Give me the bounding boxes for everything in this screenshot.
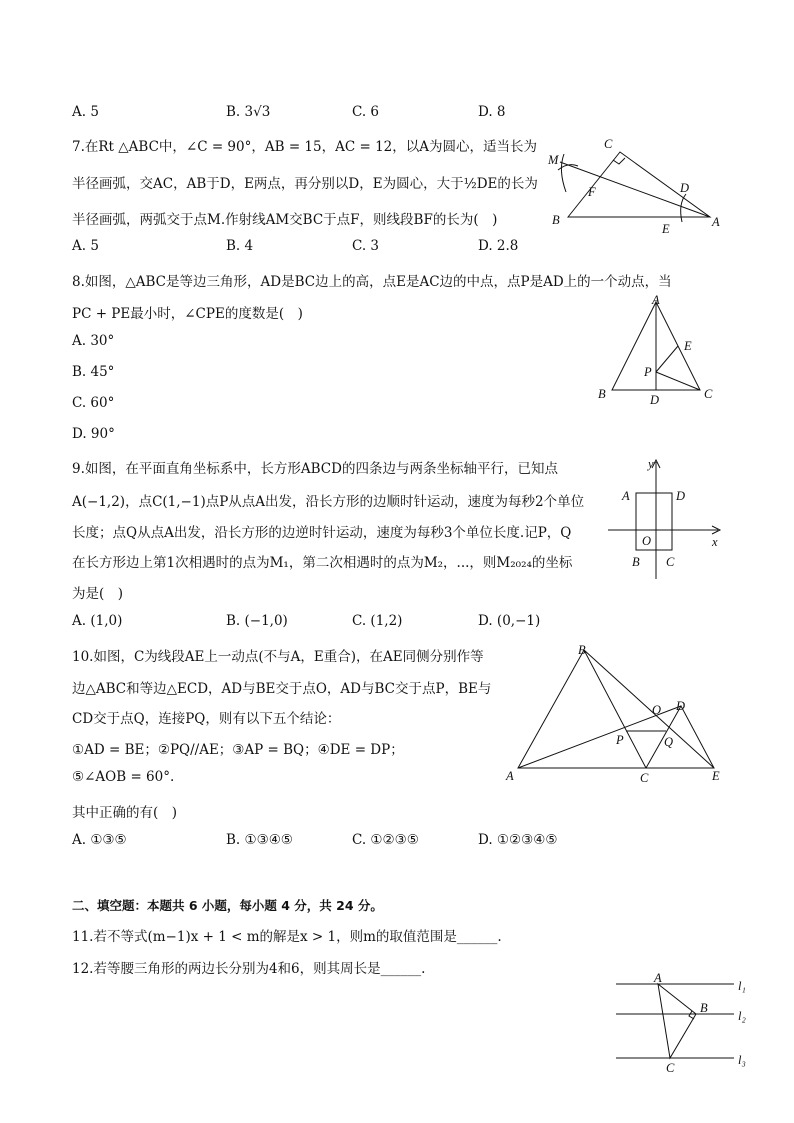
q9-option-c: C. (1,2) [352,613,403,629]
q9-line-2: A(−1,2)，点C(1,−1)点P从点A出发，沿长方形的边顺时针运动，速度为每秒2个单位 [72,494,585,510]
q10-label-p: P [616,733,624,747]
q12-label-b: B [700,1001,708,1015]
q7-label-c: C [604,137,613,151]
q9-line-3: 长度；点Q从点A出发，沿长方形的边逆时针运动，速度为每秒3个单位长度.记P，Q [72,525,572,541]
q9-line-5: 为是( ) [72,586,124,602]
q7-figure [540,132,730,238]
q9-option-a: A. (1,0) [72,613,123,629]
q9-label-o: O [642,534,652,548]
q7-option-c: C. 3 [352,238,380,254]
q7-line-3: 半径画弧，两弧交于点M.作射线AM交BC于点F，则线段BF的长为( ) [72,212,498,228]
q9-option-b: B. (−1,0) [226,613,288,629]
q8-label-c: C [704,387,713,401]
q6-option-b: B. 3√3 [226,104,271,120]
q7-label-a: A [712,215,720,229]
q7-label-d: D [680,181,690,195]
q9-label-c: C [666,555,675,569]
q8-line-1: 8.如图，△ABC是等边三角形，AD是BC边上的高，点E是AC边的中点，点P是AD上的一个动点，当 [72,274,672,290]
q10-line-3: CD交于点Q，连接PQ，则有以下五个结论： [72,711,341,727]
q10-line-5: ⑤∠AOB = 60°. [72,769,175,785]
q9-label-a: A [622,489,630,503]
q8-option-c: C. 60° [72,395,115,411]
q11-text: 11.若不等式(m−1)x + 1 < m的解是x > 1，则m的取值范围是______. [72,929,502,945]
q7-line-2: 半径画弧，交AC，AB于D，E两点，再分别以D，E为圆心，大于½DE的长为 [72,176,538,192]
q6-option-d: D. 8 [478,104,506,120]
section-2-heading: 二、填空题：本题共 6 小题，每小题 4 分，共 24 分。 [72,898,383,913]
q7-label-b: B [552,213,560,227]
q10-line-6: 其中正确的有( ) [72,805,178,821]
q9-label-d: D [676,489,686,503]
q10-label-a: A [506,769,514,783]
q8-label-a: A [652,293,660,307]
q8-label-p: P [644,365,652,379]
q9-figure [602,454,732,584]
q12-text: 12.若等腰三角形的两边长分别为4和6，则其周长是______. [72,961,426,977]
q9-label-x: x [712,535,718,549]
q10-option-a: A. ①③⑤ [72,832,127,848]
q7-option-a: A. 5 [72,238,99,254]
q9-option-d: D. (0,−1) [478,613,541,629]
q10-option-c: C. ①②③⑤ [352,832,419,848]
q7-label-m: M [548,153,559,167]
q8-option-a: A. 30° [72,333,115,349]
q7-option-d: D. 2.8 [478,238,519,254]
q10-line-4: ①AD = BE；②PQ//AE；③AP = BQ；④DE = DP； [72,742,404,758]
q10-label-e: E [712,769,720,783]
q12-label-l3: l₃ [738,1053,746,1067]
q7-label-f: F [588,185,596,199]
q10-option-d: D. ①②③④⑤ [478,832,558,848]
q10-line-2: 边△ABC和等边△ECD，AD与BE交于点O，AD与BC交于点P，BE与 [72,681,492,697]
q8-label-e: E [684,339,692,353]
q12-label-l2: l₂ [738,1009,746,1023]
q6-option-c: C. 6 [352,104,380,120]
q10-label-b: B [578,643,586,657]
q8-option-d: D. 90° [72,426,115,442]
q8-label-b: B [598,387,606,401]
q9-label-y: y [648,457,654,471]
q12-label-l1: l₁ [738,979,746,993]
q7-line-1: 7.在Rt △ABC中，∠C = 90°，AB = 15，AC = 12，以A为圆心，适当长为 [72,139,537,155]
q10-label-d: D [676,699,686,713]
q12-label-c: C [666,1061,675,1075]
q8-figure [592,292,722,410]
q8-option-b: B. 45° [72,364,115,380]
q12-figure [608,972,758,1076]
q10-label-c: C [640,771,649,785]
q7-label-e: E [662,222,670,236]
q8-label-d: D [650,393,660,407]
q9-line-1: 9.如图，在平面直角坐标系中，长方形ABCD的四条边与两条坐标轴平行，已知点 [72,461,558,477]
q6-option-a: A. 5 [72,104,99,120]
q10-figure [500,640,730,790]
q10-label-o: O [652,703,662,717]
q9-label-b: B [632,555,640,569]
q9-line-4: 在长方形边上第1次相遇时的点为M₁，第二次相遇时的点为M₂，...，则M₂₀₂₄的坐标 [72,555,573,571]
q10-label-q: Q [664,735,674,749]
q10-line-1: 10.如图，C为线段AE上一动点(不与A，E重合)，在AE同侧分别作等 [72,649,484,665]
q8-line-2: PC + PE最小时，∠CPE的度数是( ) [72,306,303,322]
q7-option-b: B. 4 [226,238,254,254]
q12-label-a: A [654,972,662,985]
q10-option-b: B. ①③④⑤ [226,832,293,848]
